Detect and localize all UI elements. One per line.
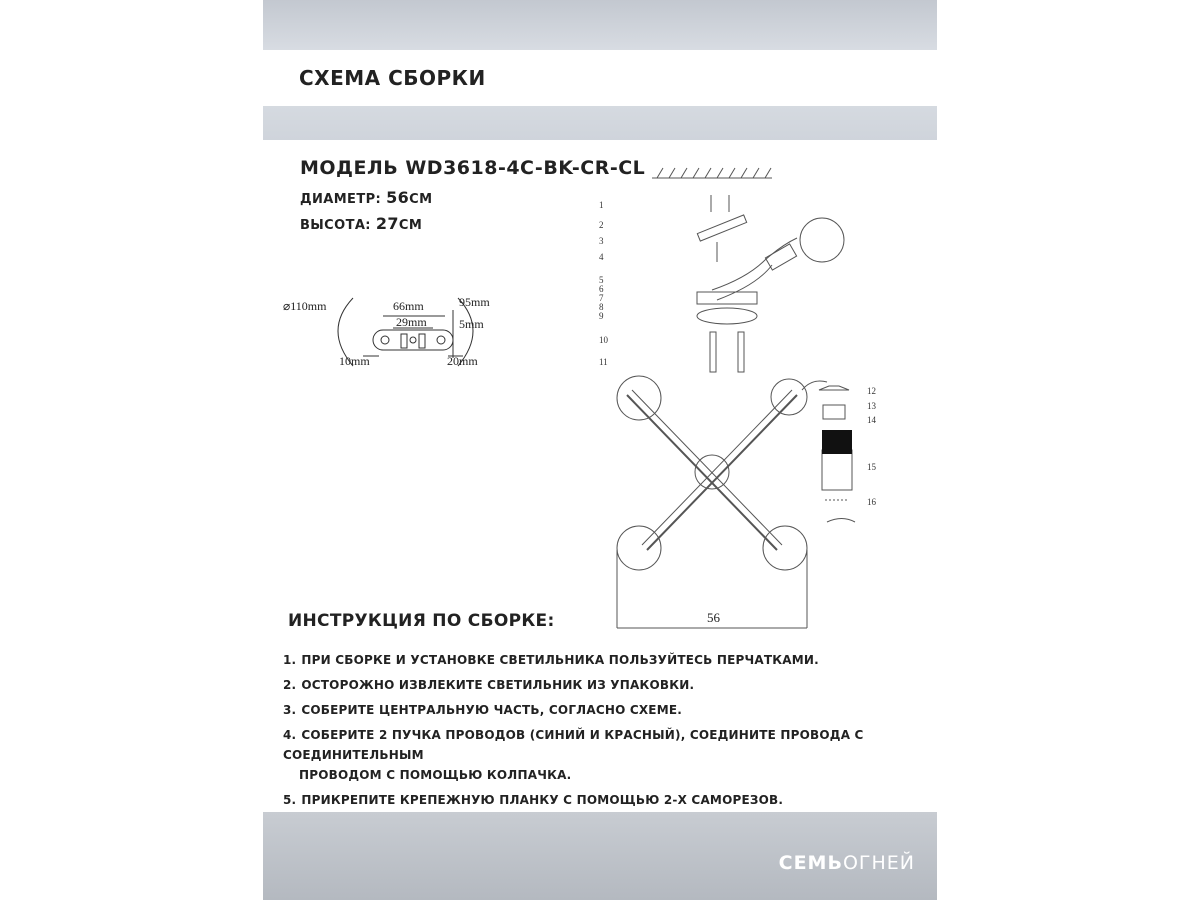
- mount-bracket: [697, 215, 746, 241]
- part-label-2: 2: [599, 220, 604, 230]
- globe-top-right: [771, 379, 807, 415]
- plate-slot-1: [401, 334, 407, 348]
- rod-left: [710, 332, 716, 372]
- part-label-15: 15: [867, 462, 876, 472]
- part-label-1: 1: [599, 200, 604, 210]
- diameter-label: ДИАМЕТР:: [300, 192, 382, 207]
- instruction-step: 4. СОБЕРИТЕ 2 ПУЧКА ПРОВОДОВ (СИНИЙ И КРАСНЫЙ), СОЕДИНИТЕ ПРОВОДА С СОЕДИНИТЕЛЬНЫМ ПРОВОДОМ С ПОМОЩЬЮ КОЛПАЧКА.: [283, 728, 864, 782]
- instruction-step: 2. ОСТОРОЖНО ИЗВЛЕКИТЕ СВЕТИЛЬНИК ИЗ УПАКОВКИ.: [283, 678, 695, 692]
- part-label-14: 14: [867, 415, 876, 425]
- plate-hole-1: [381, 336, 389, 344]
- width-label: 56: [707, 610, 720, 625]
- part-label-6: 6: [599, 284, 604, 294]
- plate-bar: [373, 330, 453, 350]
- dim-66: 66mm: [393, 299, 424, 313]
- page-title: СХЕМА СБОРКИ: [299, 66, 486, 90]
- dim-110: ⌀110mm: [283, 299, 327, 313]
- ceiling-hatch: [657, 168, 771, 178]
- plate-slot-2: [419, 334, 425, 348]
- part-label-7: 7: [599, 293, 604, 303]
- shade-top-black: [822, 430, 852, 454]
- spec-diameter: [300, 188, 432, 207]
- height-label: ВЫСОТА:: [300, 218, 371, 233]
- socket: [823, 405, 845, 419]
- height-value: 27: [375, 214, 399, 233]
- height-unit: СМ: [398, 218, 423, 233]
- glass-shade: [822, 450, 852, 490]
- rod-right: [738, 332, 744, 372]
- logo-bold: СЕМЬ: [778, 852, 843, 874]
- dim-95: 95mm: [459, 295, 490, 309]
- assembly-diagram: [597, 150, 897, 640]
- diameter-value: 56: [386, 188, 410, 207]
- socket-cap: [819, 386, 849, 390]
- part-label-16: 16: [867, 497, 876, 507]
- part-label-11: 11: [599, 357, 608, 367]
- canopy-plate: [697, 292, 757, 304]
- dim-5: 5mm: [459, 317, 484, 331]
- globe-top-left: [617, 376, 661, 420]
- wire-bundle: [712, 238, 797, 290]
- dim-29: 29mm: [396, 315, 427, 329]
- logo-light: ОГНЕЙ: [842, 852, 915, 874]
- dim-10: 10mm: [339, 354, 370, 368]
- arm-diagonal-1: [627, 395, 777, 550]
- wire-detail-circle: [800, 218, 844, 262]
- part-label-5: 5: [599, 275, 604, 285]
- arm-diagonal-2: [647, 395, 797, 550]
- globe-bottom-left: [617, 526, 661, 570]
- model-label: МОДЕЛЬ WD3618-4C-BK-CR-CL: [300, 157, 646, 179]
- part-label-10: 10: [599, 335, 608, 345]
- instruction-step: 3. СОБЕРИТЕ ЦЕНТРАЛЬНУЮ ЧАСТЬ, СОГЛАСНО СХЕМЕ.: [283, 703, 683, 717]
- globe-bottom-right: [763, 526, 807, 570]
- spec-height: [300, 214, 422, 233]
- canopy-cup: [697, 308, 757, 324]
- instruction-sheet: [263, 0, 937, 900]
- brand-logo: [779, 852, 915, 874]
- plate-hole-2: [437, 336, 445, 344]
- arm-diagonal-2b: [642, 390, 792, 545]
- part-label-12: 12: [867, 386, 876, 396]
- part-label-8: 8: [599, 302, 604, 312]
- part-label-3: 3: [599, 236, 604, 246]
- plate-hole-center: [410, 337, 416, 343]
- wire-bundle-2: [717, 265, 772, 300]
- part-label-9: 9: [599, 311, 604, 321]
- instruction-step: 5. ПРИКРЕПИТЕ КРЕПЕЖНУЮ ПЛАНКУ С ПОМОЩЬЮ 2-Х САМОРЕЗОВ.: [283, 793, 784, 807]
- rotate-arrow: [827, 519, 855, 523]
- part-label-13: 13: [867, 401, 876, 411]
- diameter-unit: СМ: [409, 192, 433, 207]
- dim-20: 20mm: [447, 354, 478, 368]
- instructions-heading: ИНСТРУКЦИЯ ПО СБОРКЕ:: [288, 611, 555, 631]
- part-label-4: 4: [599, 252, 604, 262]
- mount-plate-drawing: [283, 290, 498, 370]
- instruction-step: 1. ПРИ СБОРКЕ И УСТАНОВКЕ СВЕТИЛЬНИКА ПОЛЬЗУЙТЕСЬ ПЕРЧАТКАМИ.: [283, 653, 819, 667]
